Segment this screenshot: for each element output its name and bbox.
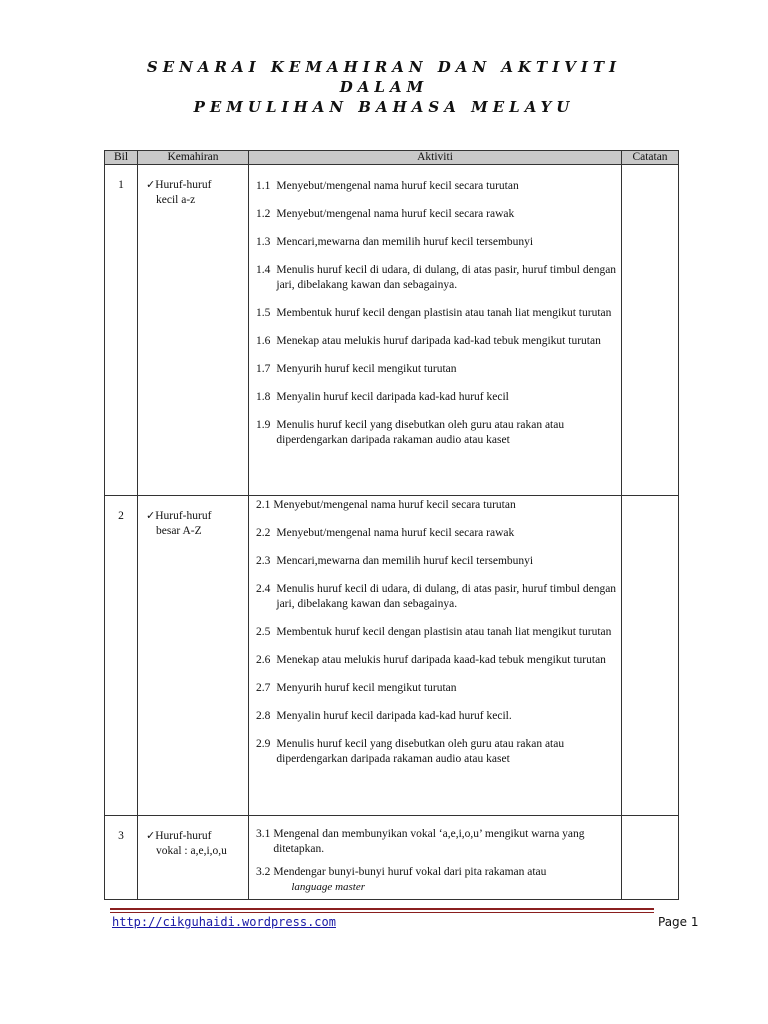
- activity-text: Menekap atau melukis huruf daripada kad-kad tebuk mengikut turutan: [276, 335, 601, 347]
- activity-text: Menulis huruf kecil di udara, di dulang, di atas pasir, huruf timbul dengan jari, dibelakang kawan dan sebagainya.: [276, 583, 617, 610]
- activity-text: Menyalin huruf kecil daripada kad-kad huruf kecil.: [276, 710, 512, 722]
- document-title-line-3: PEMULIHAN BAHASA MELAYU: [193, 98, 575, 116]
- activity-number: 2.7: [256, 682, 271, 694]
- activity-number: 2.9: [256, 738, 271, 750]
- activity-text: Menyebut/mengenal nama huruf kecil secara turutan: [276, 180, 519, 192]
- activity-item: [256, 653, 617, 668]
- activity-text: Menyebut/mengenal nama huruf kecil secara rawak: [276, 208, 515, 220]
- activity-text: Menyebut/mengenal nama huruf kecil secara turutan: [273, 499, 516, 511]
- notes-cell: [622, 496, 679, 816]
- activity-text: Menyalin huruf kecil daripada kad-kad huruf kecil: [276, 391, 509, 403]
- header-kemahiran: Kemahiran: [138, 151, 249, 165]
- activity-subtext: language master: [291, 881, 366, 893]
- footer-website-link[interactable]: http://cikguhaidi.wordpress.com: [112, 915, 336, 929]
- skill-name-detail: besar A-Z: [156, 525, 202, 537]
- activity-text: Membentuk huruf kecil dengan plastisin atau tanah liat mengikut turutan: [276, 307, 612, 319]
- activity-text: Menyebut/mengenal nama huruf kecil secara rawak: [276, 527, 515, 539]
- footer-divider-thin: [110, 912, 654, 913]
- activity-item: [256, 418, 617, 448]
- activity-item: [256, 681, 617, 696]
- activities-cell: [249, 816, 622, 900]
- activity-text: Mendengar bunyi-bunyi huruf vokal dari pita rakaman atau language master: [273, 865, 617, 895]
- activity-text: Mencari,mewarna dan memilih huruf kecil tersembunyi: [276, 555, 534, 567]
- activity-item: [256, 526, 617, 541]
- footer-divider: [110, 908, 654, 910]
- activity-item: [256, 498, 617, 513]
- row-number: 2: [105, 496, 138, 816]
- skills-table: [104, 150, 679, 900]
- activity-number: 2.1: [256, 499, 271, 511]
- activity-number: 1.4: [256, 264, 271, 276]
- notes-cell: [622, 165, 679, 496]
- activity-number: 1.8: [256, 391, 271, 403]
- document-title-line-2: DALAM: [339, 78, 429, 96]
- table-header-row: [105, 151, 679, 165]
- activity-item: [256, 865, 617, 895]
- row-number: 1: [105, 165, 138, 496]
- activity-text: Menulis huruf kecil yang disebutkan oleh guru atau rakan atau diperdengarkan daripada rakaman audio atau kaset: [276, 419, 565, 446]
- checkmark-icon: ✓: [146, 829, 156, 842]
- activity-item: [256, 625, 617, 640]
- activity-item: [256, 362, 617, 377]
- skill-name: Huruf-huruf: [155, 830, 212, 842]
- header-bil: Bil: [105, 151, 138, 165]
- activity-item: [256, 334, 617, 349]
- activity-number: 1.1: [256, 180, 271, 192]
- activity-item: [256, 737, 617, 767]
- activity-number: 1.6: [256, 335, 271, 347]
- activity-item: [256, 306, 617, 321]
- skill-name: Huruf-huruf: [155, 510, 212, 522]
- skill-cell: [138, 816, 249, 900]
- table-row: [105, 496, 679, 816]
- activity-number: 1.7: [256, 363, 271, 375]
- activity-number: 1.2: [256, 208, 271, 220]
- skill-name: Huruf-huruf: [155, 179, 212, 191]
- activity-text: Menulis huruf kecil di udara, di dulang, di atas pasir, huruf timbul dengan jari, dibelakang kawan dan sebagainya.: [276, 264, 617, 291]
- activity-item: [256, 179, 617, 194]
- activity-text: Menulis huruf kecil yang disebutkan oleh guru atau rakan atau diperdengarkan daripada rakaman audio atau kaset: [276, 738, 565, 765]
- notes-cell: [622, 816, 679, 900]
- page-number: Page 1: [658, 915, 699, 929]
- activity-text: Mencari,mewarna dan memilih huruf kecil tersembunyi: [276, 236, 534, 248]
- skill-name-detail: vokal : a,e,i,o,u: [156, 845, 227, 857]
- skill-cell: [138, 165, 249, 496]
- checkmark-icon: ✓: [146, 178, 156, 191]
- checkmark-icon: ✓: [146, 509, 156, 522]
- activity-text: Mengenal dan membunyikan vokal ‘a,e,i,o,u’ mengikut warna yang ditetapkan.: [273, 828, 585, 855]
- activity-text: Menekap atau melukis huruf daripada kaad-kad tebuk mengikut turutan: [276, 654, 606, 666]
- row-number: 3: [105, 816, 138, 900]
- activity-item: [256, 235, 617, 250]
- activity-number: 2.6: [256, 654, 271, 666]
- activity-text: Menyurih huruf kecil mengikut turutan: [276, 363, 457, 375]
- document-title-line-1: SENARAI KEMAHIRAN DAN AKTIVITI: [146, 58, 622, 76]
- activity-number: 2.5: [256, 626, 271, 638]
- activity-item: [256, 827, 617, 857]
- table-row: [105, 165, 679, 496]
- activity-item: [256, 263, 617, 293]
- activity-number: 1.5: [256, 307, 271, 319]
- activities-cell: [249, 165, 622, 496]
- activity-number: 2.3: [256, 555, 271, 567]
- activity-item: [256, 582, 617, 612]
- skill-name-detail: kecil a-z: [156, 194, 196, 206]
- header-aktiviti: Aktiviti: [249, 151, 622, 165]
- activities-cell: [249, 496, 622, 816]
- activity-text: Membentuk huruf kecil dengan plastisin atau tanah liat mengikut turutan: [276, 626, 612, 638]
- activity-number: 1.9: [256, 419, 271, 431]
- header-catatan: Catatan: [622, 151, 679, 165]
- activity-item: [256, 390, 617, 405]
- activity-number: 3.2: [256, 866, 271, 878]
- activity-number: 2.2: [256, 527, 271, 539]
- table-row: [105, 816, 679, 900]
- activity-number: 3.1: [256, 828, 271, 840]
- activity-text: Menyurih huruf kecil mengikut turutan: [276, 682, 457, 694]
- activity-number: 2.8: [256, 710, 271, 722]
- activity-number: 2.4: [256, 583, 271, 595]
- activity-item: [256, 207, 617, 222]
- activity-number: 1.3: [256, 236, 271, 248]
- activity-item: [256, 709, 617, 724]
- activity-item: [256, 554, 617, 569]
- skill-cell: [138, 496, 249, 816]
